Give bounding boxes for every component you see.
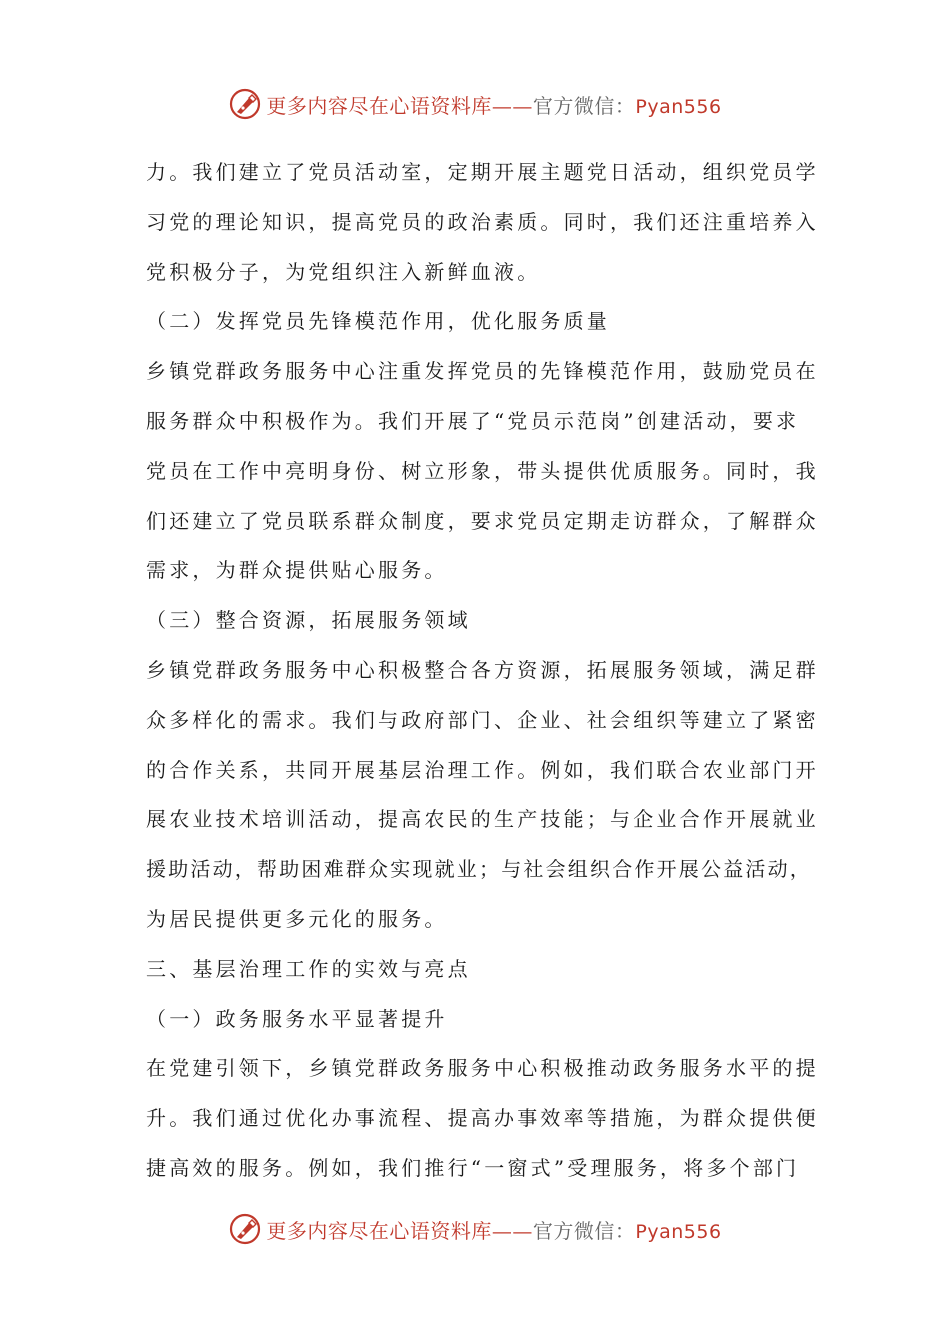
text-line: 的合作关系，共同开展基层治理工作。例如，我们联合农业部门开 bbox=[146, 757, 819, 782]
text-line: 们还建立了党员联系群众制度，要求党员定期走访群众，了解群众 bbox=[146, 508, 819, 533]
text-line: 乡镇党群政务服务中心积极整合各方资源，拓展服务领域，满足群 bbox=[146, 657, 819, 682]
text-line: 升。我们通过优化办事流程、提高办事效率等措施，为群众提供便 bbox=[146, 1106, 819, 1131]
banner-wechat-id: Pyan556 bbox=[635, 1220, 722, 1243]
banner-library-text: 更多内容尽在心语资料库 bbox=[266, 1218, 492, 1243]
banner-official-label: 官方微信： bbox=[532, 93, 636, 118]
text-line: 需求，为群众提供贴心服务。 bbox=[146, 558, 448, 583]
banner-dash: —— bbox=[491, 1218, 533, 1243]
text-line: 习党的理论知识，提高党员的政治素质。同时，我们还注重培养入 bbox=[146, 209, 819, 234]
section-heading: （三）整合资源，拓展服务领域 bbox=[146, 608, 471, 633]
text-line: 展农业技术培训活动，提高农民的生产技能；与企业合作开展就业 bbox=[146, 807, 819, 832]
banner-official-label: 官方微信： bbox=[532, 1218, 636, 1243]
pen-nib-logo-icon bbox=[228, 87, 262, 121]
banner-library-text: 更多内容尽在心语资料库 bbox=[266, 93, 492, 118]
header-banner bbox=[0, 84, 950, 124]
text-line: 服务群众中积极作为。我们开展了“党员示范岗”创建活动，要求 bbox=[146, 408, 800, 433]
text-line: 力。我们建立了党员活动室，定期开展主题党日活动，组织党员学 bbox=[146, 160, 819, 184]
document-body bbox=[146, 148, 819, 1194]
text-line: 众多样化的需求。我们与政府部门、企业、社会组织等建立了紧密 bbox=[146, 707, 819, 732]
text-line: 党员在工作中亮明身份、树立形象，带头提供优质服务。同时，我 bbox=[146, 458, 819, 483]
banner-wechat-id: Pyan556 bbox=[635, 95, 722, 118]
text-line: 援助活动，帮助困难群众实现就业；与社会组织合作开展公益活动， bbox=[146, 857, 812, 882]
text-line: 在党建引领下，乡镇党群政务服务中心积极推动政务服务水平的提 bbox=[146, 1056, 819, 1081]
text-line: 捷高效的服务。例如，我们推行“一窗式”受理服务，将多个部门 bbox=[146, 1155, 800, 1180]
text-line: 乡镇党群政务服务中心注重发挥党员的先锋模范作用，鼓励党员在 bbox=[146, 359, 819, 384]
text-line: 为居民提供更多元化的服务。 bbox=[146, 906, 448, 931]
section-heading: （二）发挥党员先锋模范作用，优化服务质量 bbox=[146, 309, 610, 334]
text-line: 党积极分子，为党组织注入新鲜血液。 bbox=[146, 259, 541, 284]
footer-banner bbox=[0, 1209, 950, 1249]
banner-dash: —— bbox=[491, 93, 533, 118]
section-heading: （一）政务服务水平显著提升 bbox=[146, 1006, 448, 1031]
chapter-heading: 三、基层治理工作的实效与亮点 bbox=[146, 956, 471, 981]
pen-nib-logo-icon bbox=[228, 1212, 262, 1246]
